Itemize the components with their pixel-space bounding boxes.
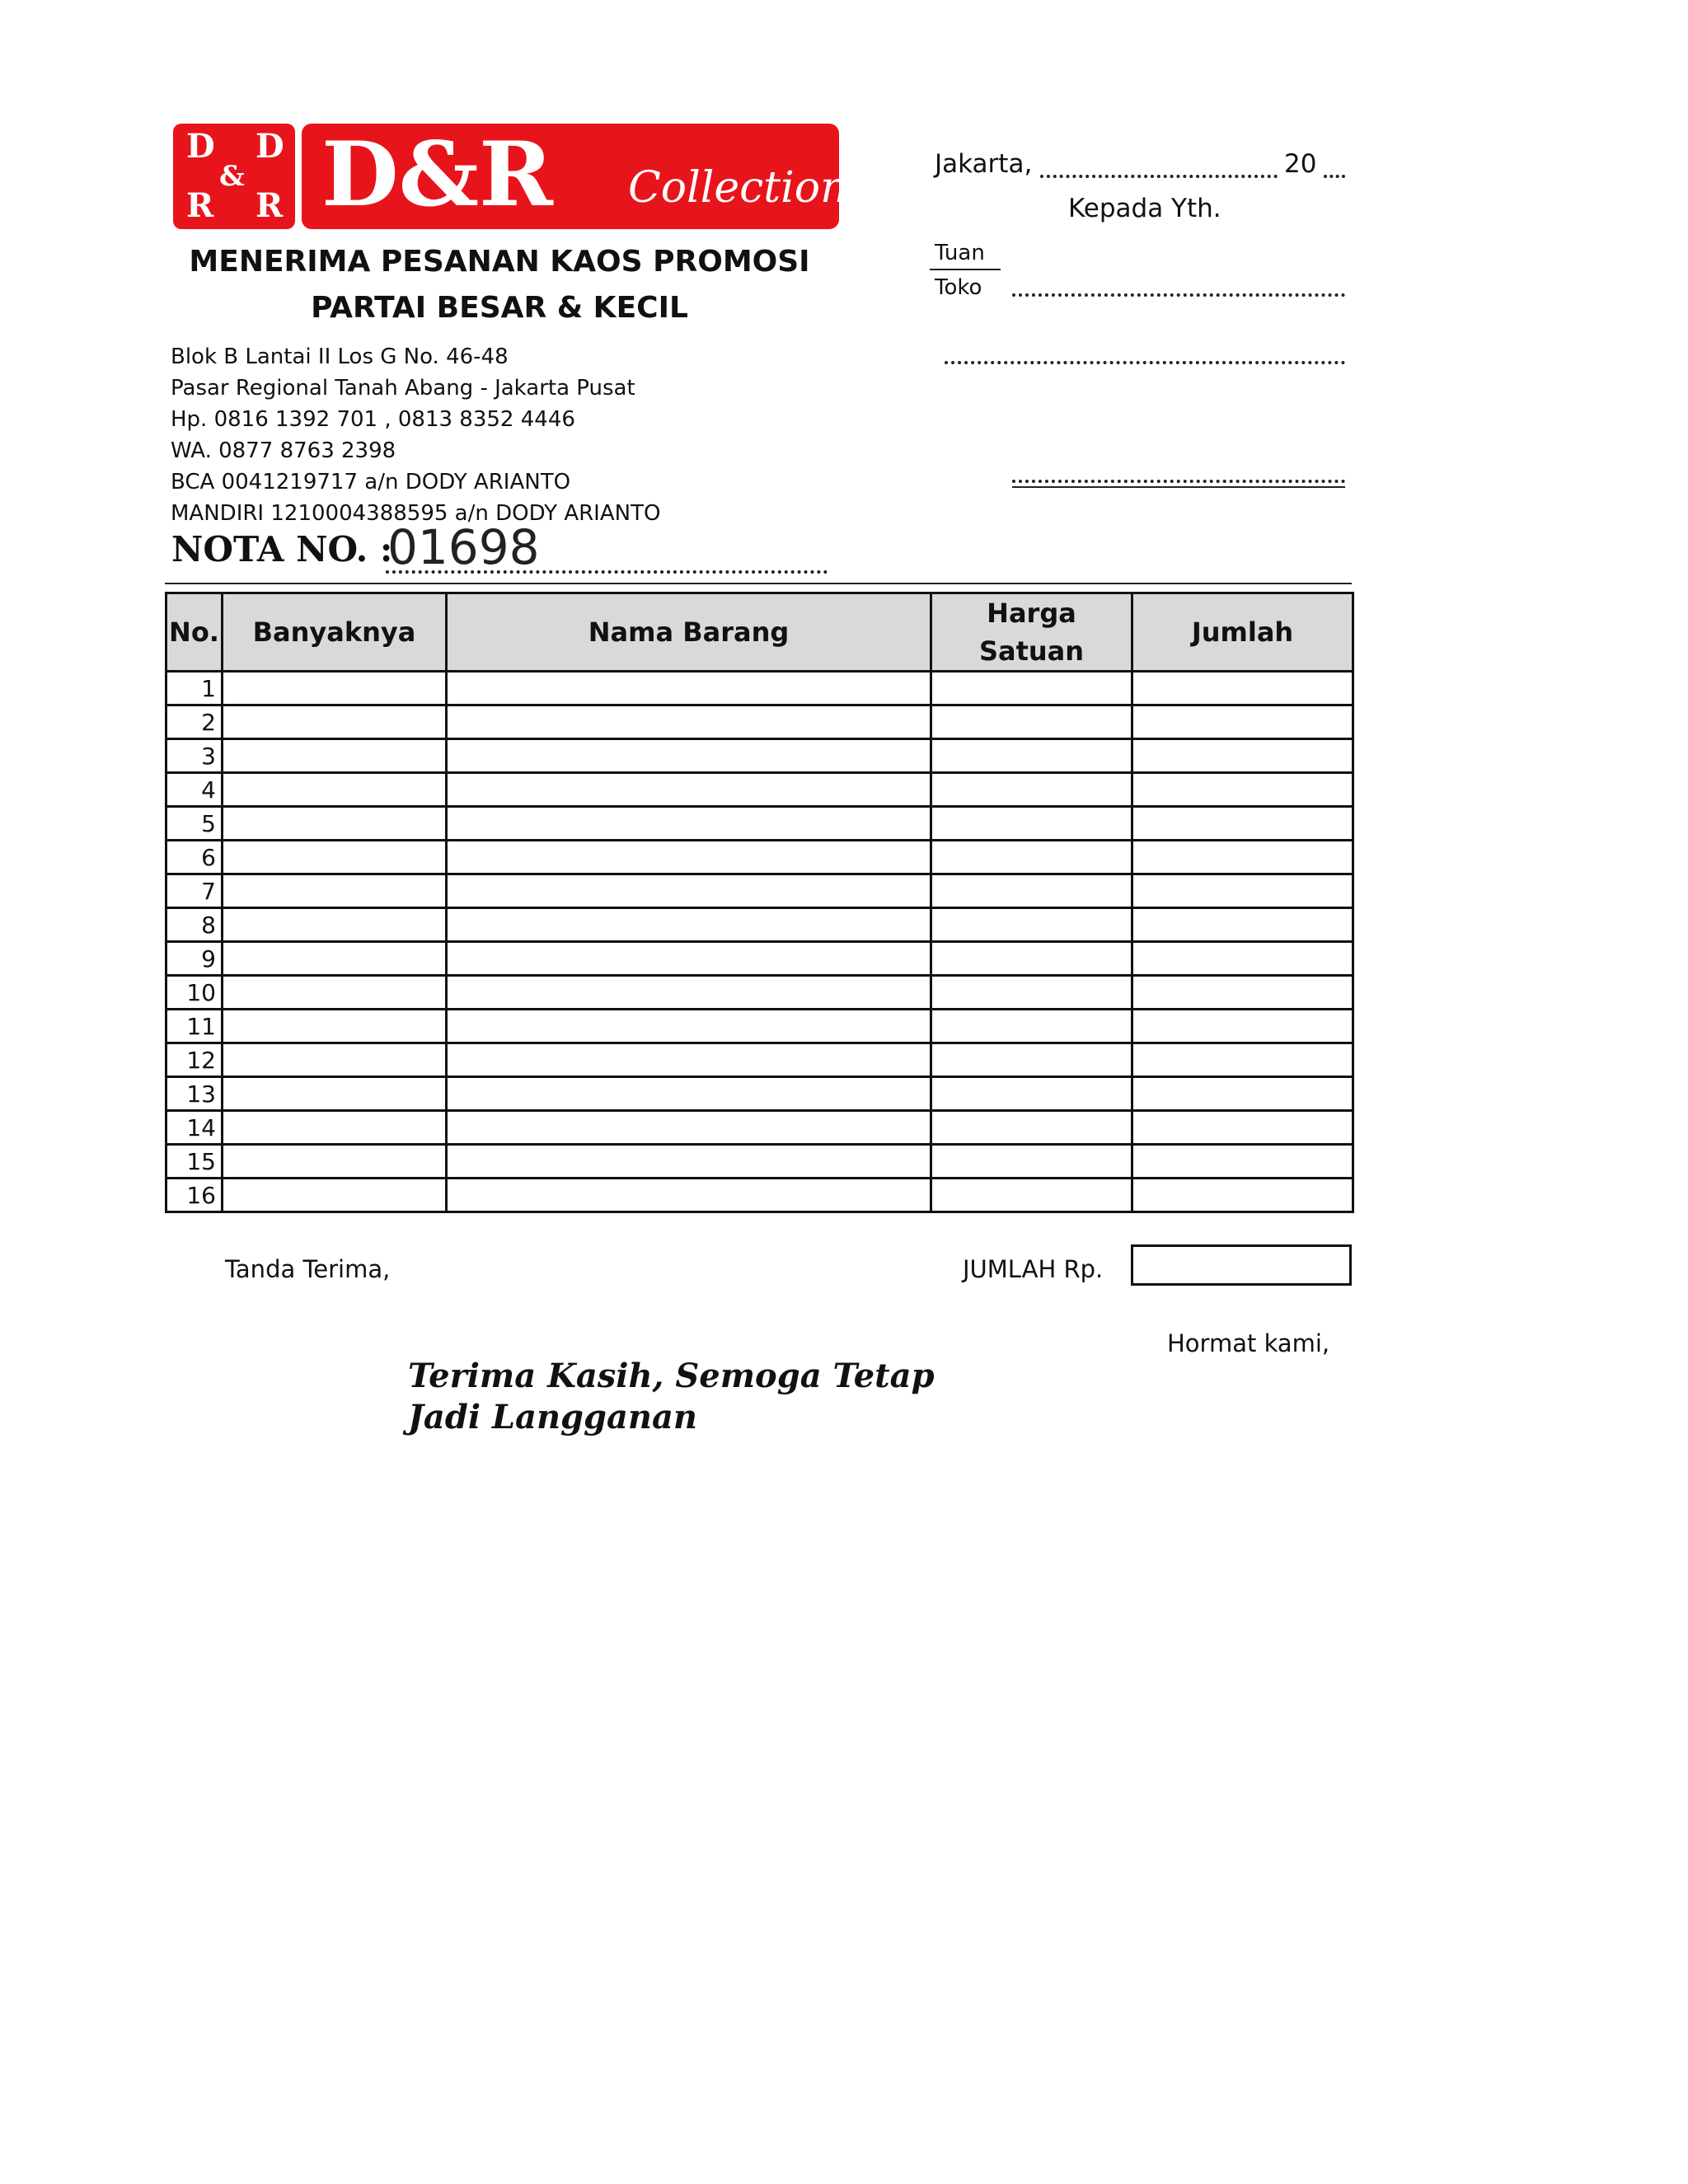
row-number: 7	[166, 874, 223, 908]
cell-nama-barang[interactable]	[447, 1179, 931, 1212]
cell-harga-satuan[interactable]	[931, 908, 1132, 942]
table-row	[166, 908, 1353, 942]
table-row	[166, 1111, 1353, 1145]
cell-jumlah[interactable]	[1132, 807, 1353, 841]
header-no: No.	[166, 593, 223, 672]
cell-banyaknya[interactable]	[223, 1043, 447, 1077]
row-number: 13	[166, 1077, 223, 1111]
cell-harga-satuan[interactable]	[931, 942, 1132, 976]
cell-nama-barang[interactable]	[447, 874, 931, 908]
extra-underline	[1012, 486, 1345, 488]
cell-nama-barang[interactable]	[447, 1111, 931, 1145]
hormat-kami-label: Hormat kami,	[1167, 1329, 1330, 1357]
cell-jumlah[interactable]	[1132, 976, 1353, 1010]
cell-banyaknya[interactable]	[223, 1010, 447, 1043]
cell-jumlah[interactable]	[1132, 874, 1353, 908]
nota-label: NOTA NO. :	[171, 529, 393, 569]
cell-banyaknya[interactable]	[223, 841, 447, 874]
cell-nama-barang[interactable]	[447, 807, 931, 841]
cell-banyaknya[interactable]	[223, 773, 447, 807]
bank-line: MANDIRI 1210004388595 a/n DODY ARIANTO	[171, 501, 661, 526]
table-row	[166, 874, 1353, 908]
cell-harga-satuan[interactable]	[931, 807, 1132, 841]
cell-harga-satuan[interactable]	[931, 1145, 1132, 1179]
year-dotted-line	[1324, 175, 1345, 178]
logo-badge	[173, 124, 295, 229]
cell-nama-barang[interactable]	[447, 841, 931, 874]
nota-dotted-line	[386, 570, 828, 574]
table-row	[166, 1179, 1353, 1212]
table-header-row	[166, 593, 1353, 672]
table-row	[166, 672, 1353, 705]
tuan-label: Tuan	[935, 241, 985, 265]
logo-sub-text: Collection	[628, 163, 848, 213]
logo-letter: R	[186, 186, 214, 225]
nota-number: 01698	[387, 519, 540, 575]
cell-harga-satuan[interactable]	[931, 1010, 1132, 1043]
cell-nama-barang[interactable]	[447, 705, 931, 739]
cell-nama-barang[interactable]	[447, 773, 931, 807]
header-harga-satuan	[931, 593, 1132, 672]
row-number: 8	[166, 908, 223, 942]
cell-harga-satuan[interactable]	[931, 976, 1132, 1010]
cell-harga-satuan[interactable]	[931, 841, 1132, 874]
cell-nama-barang[interactable]	[447, 739, 931, 773]
table-row	[166, 705, 1353, 739]
cell-harga-satuan[interactable]	[931, 739, 1132, 773]
total-amount-box[interactable]	[1131, 1244, 1352, 1286]
cell-jumlah[interactable]	[1132, 739, 1353, 773]
cell-harga-satuan[interactable]	[931, 773, 1132, 807]
row-number: 10	[166, 976, 223, 1010]
table-row	[166, 1077, 1353, 1111]
cell-banyaknya[interactable]	[223, 1077, 447, 1111]
thank-you-message: Terima Kasih, Semoga Tetap Jadi Langganan	[408, 1357, 935, 1436]
tanda-terima-label: Tanda Terima,	[225, 1255, 391, 1283]
table-row	[166, 1010, 1353, 1043]
cell-banyaknya[interactable]	[223, 1111, 447, 1145]
header-banyaknya: Banyaknya	[223, 593, 447, 672]
cell-jumlah[interactable]	[1132, 942, 1353, 976]
row-number: 4	[166, 773, 223, 807]
cell-jumlah[interactable]	[1132, 1111, 1353, 1145]
cell-banyaknya[interactable]	[223, 672, 447, 705]
jumlah-rp-label: JUMLAH Rp.	[963, 1255, 1104, 1283]
year-prefix: 20	[1284, 149, 1317, 179]
cell-nama-barang[interactable]	[447, 976, 931, 1010]
date-dotted-line	[1040, 175, 1278, 178]
kepada-label: Kepada Yth.	[1068, 194, 1221, 223]
cell-harga-satuan[interactable]	[931, 1043, 1132, 1077]
cell-banyaknya[interactable]	[223, 874, 447, 908]
tuan-toko-divider	[930, 269, 1001, 270]
cell-harga-satuan[interactable]	[931, 705, 1132, 739]
row-number: 11	[166, 1010, 223, 1043]
cell-jumlah[interactable]	[1132, 773, 1353, 807]
cell-banyaknya[interactable]	[223, 739, 447, 773]
table-row	[166, 1043, 1353, 1077]
header-jumlah: Jumlah	[1132, 593, 1353, 672]
cell-banyaknya[interactable]	[223, 705, 447, 739]
items-table	[165, 592, 1354, 1213]
cell-nama-barang[interactable]	[447, 1010, 931, 1043]
cell-jumlah[interactable]	[1132, 1145, 1353, 1179]
city-label: Jakarta,	[935, 149, 1033, 179]
table-row	[166, 976, 1353, 1010]
cell-jumlah[interactable]	[1132, 1179, 1353, 1212]
table-row	[166, 739, 1353, 773]
cell-jumlah[interactable]	[1132, 908, 1353, 942]
header-harga-line1: Harga	[987, 598, 1076, 629]
table-row	[166, 841, 1353, 874]
header-harga-line2: Satuan	[978, 635, 1085, 667]
cell-nama-barang[interactable]	[447, 942, 931, 976]
recipient-dotted-line	[1012, 293, 1345, 297]
table-row	[166, 773, 1353, 807]
header-nama-barang: Nama Barang	[447, 593, 931, 672]
row-number: 6	[166, 841, 223, 874]
cell-banyaknya[interactable]	[223, 942, 447, 976]
cell-jumlah[interactable]	[1132, 1010, 1353, 1043]
table-row	[166, 1145, 1353, 1179]
cell-banyaknya[interactable]	[223, 976, 447, 1010]
cell-harga-satuan[interactable]	[931, 1077, 1132, 1111]
cell-nama-barang[interactable]	[447, 672, 931, 705]
tagline-line2: PARTAI BESAR & KECIL	[311, 291, 688, 325]
logo-letter: D	[256, 127, 284, 166]
cell-jumlah[interactable]	[1132, 1077, 1353, 1111]
address-line: Pasar Regional Tanah Abang - Jakarta Pusat	[171, 376, 635, 401]
table-row	[166, 807, 1353, 841]
tagline-line1: MENERIMA PESANAN KAOS PROMOSI	[189, 245, 810, 279]
cell-banyaknya[interactable]	[223, 1145, 447, 1179]
extra-dotted-line	[1012, 480, 1345, 483]
row-number: 3	[166, 739, 223, 773]
logo-main-text: D&R	[321, 123, 553, 227]
items-table-container	[165, 592, 1352, 1213]
header-divider	[165, 583, 1352, 584]
cell-jumlah[interactable]	[1132, 705, 1353, 739]
cell-nama-barang[interactable]	[447, 1145, 931, 1179]
table-row	[166, 942, 1353, 976]
cell-harga-satuan[interactable]	[931, 874, 1132, 908]
address-dotted-line	[945, 361, 1345, 364]
logo-letter: &	[219, 160, 245, 193]
cell-harga-satuan[interactable]	[931, 1111, 1132, 1145]
logo-letter: R	[256, 186, 284, 225]
logo-letter: D	[186, 127, 215, 166]
cell-nama-barang[interactable]	[447, 1077, 931, 1111]
cell-jumlah[interactable]	[1132, 1043, 1353, 1077]
cell-nama-barang[interactable]	[447, 908, 931, 942]
row-number: 2	[166, 705, 223, 739]
row-number: 9	[166, 942, 223, 976]
cell-jumlah[interactable]	[1132, 672, 1353, 705]
cell-banyaknya[interactable]	[223, 908, 447, 942]
row-number: 1	[166, 672, 223, 705]
bank-line: BCA 0041219717 a/n DODY ARIANTO	[171, 470, 571, 494]
row-number: 14	[166, 1111, 223, 1145]
whatsapp-line: WA. 0877 8763 2398	[171, 438, 396, 463]
row-number: 12	[166, 1043, 223, 1077]
cell-jumlah[interactable]	[1132, 841, 1353, 874]
toko-label: Toko	[935, 275, 982, 300]
row-number: 15	[166, 1145, 223, 1179]
cell-banyaknya[interactable]	[223, 1179, 447, 1212]
cell-nama-barang[interactable]	[447, 1043, 931, 1077]
cell-banyaknya[interactable]	[223, 807, 447, 841]
row-number: 16	[166, 1179, 223, 1212]
logo-banner	[302, 123, 848, 229]
address-line: Blok B Lantai II Los G No. 46-48	[171, 344, 509, 369]
cell-harga-satuan[interactable]	[931, 672, 1132, 705]
row-number: 5	[166, 807, 223, 841]
phone-line: Hp. 0816 1392 701 , 0813 8352 4446	[171, 407, 575, 432]
cell-harga-satuan[interactable]	[931, 1179, 1132, 1212]
